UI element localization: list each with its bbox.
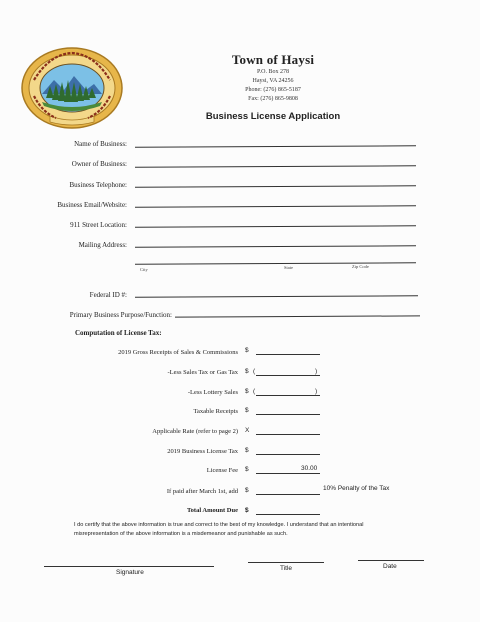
state-caption: State [284, 265, 293, 270]
total-amount-due-field[interactable] [256, 514, 320, 515]
business-telephone-field[interactable] [135, 185, 416, 187]
dollar-sign: $ [245, 407, 249, 414]
phone-number: Phone: (276) 865-5187 [245, 87, 301, 93]
taxable-receipts-field[interactable] [256, 414, 320, 415]
name-of-business-field[interactable] [135, 145, 416, 147]
dollar-sign: $ [245, 388, 249, 395]
applicable-rate-field[interactable] [256, 434, 320, 435]
date-field[interactable] [358, 560, 424, 561]
less-sales-tax-label: -Less Sales Tax or Gas Tax [167, 369, 238, 376]
mailing-address-field[interactable] [135, 245, 416, 247]
license-tax-label: 2019 Business License Tax [167, 448, 238, 455]
business-email-website-field[interactable] [135, 205, 416, 207]
dollar-sign: $ [245, 368, 249, 375]
federal-id-field[interactable] [135, 295, 418, 297]
license-fee-value: 30.00 [301, 465, 318, 472]
primary-purpose-label: Primary Business Purpose/Function: [69, 311, 172, 319]
open-paren: ( [253, 388, 256, 395]
business-email-website-label: Business Email/Website: [57, 201, 127, 209]
license-fee-field[interactable] [256, 473, 320, 474]
total-amount-due-label: Total Amount Due [186, 507, 238, 514]
signature-caption: Signature [116, 569, 144, 576]
penalty-field[interactable] [256, 494, 320, 495]
primary-purpose-field[interactable] [175, 315, 420, 317]
fax-number: Fax: (276) 865-9808 [248, 96, 298, 102]
business-telephone-label: Business Telephone: [69, 181, 127, 189]
mailing-address-label: Mailing Address: [78, 241, 127, 249]
town-name: Town of Haysi [231, 52, 315, 67]
license-tax-field[interactable] [256, 454, 320, 455]
less-lottery-field[interactable] [256, 395, 320, 396]
po-box: P.O. Box 278 [256, 69, 289, 75]
less-sales-tax-field[interactable] [256, 375, 320, 376]
dollar-sign: $ [245, 507, 249, 514]
gross-receipts-label: 2019 Gross Receipts of Sales & Commissions [118, 349, 238, 356]
city-caption: City [140, 267, 148, 272]
town-seal-logo [20, 46, 124, 130]
owner-of-business-label: Owner of Business: [71, 160, 127, 168]
federal-id-label: Federal ID #: [89, 291, 127, 299]
zip-code-caption: Zip Code [352, 264, 369, 269]
signature-field[interactable] [44, 566, 214, 567]
title-field[interactable] [248, 562, 324, 563]
dollar-sign: $ [245, 487, 249, 494]
computation-heading: Computation of License Tax: [75, 329, 162, 337]
close-paren: ) [315, 368, 318, 375]
street-location-field[interactable] [135, 225, 416, 227]
form-title: Business License Application [205, 111, 341, 122]
owner-of-business-field[interactable] [135, 165, 416, 167]
open-paren: ( [253, 368, 256, 375]
dollar-sign: $ [245, 447, 249, 454]
applicable-rate-label: Applicable Rate (refer to page 2) [152, 428, 238, 435]
less-lottery-label: -Less Lottery Sales [187, 389, 238, 396]
letterhead [190, 52, 356, 104]
street-location-label: 911 Street Location: [70, 221, 127, 229]
license-fee-label: License Fee [206, 467, 238, 474]
city-state-zip-field[interactable] [135, 262, 416, 264]
if-paid-after-label: If paid after March 1st, add [166, 488, 238, 495]
penalty-note: 10% Penalty of the Tax [323, 485, 390, 492]
dollar-sign: $ [245, 466, 249, 473]
date-caption: Date [383, 563, 397, 570]
taxable-receipts-label: Taxable Receipts [193, 408, 238, 415]
city-state-zip: Haysi, VA 24256 [252, 78, 294, 84]
gross-receipts-field[interactable] [256, 354, 320, 355]
dollar-sign: $ [245, 347, 249, 354]
multiply-sign: X [245, 427, 250, 434]
name-of-business-label: Name of Business: [74, 140, 127, 148]
close-paren: ) [315, 388, 318, 395]
certification-statement: I do certify that the above information is true and correct to the best of my knowledge. I understand that an intentional misrepresentation of the above information is a misdemeanor and punishable as such. [74, 522, 364, 537]
title-caption: Title [280, 565, 293, 572]
